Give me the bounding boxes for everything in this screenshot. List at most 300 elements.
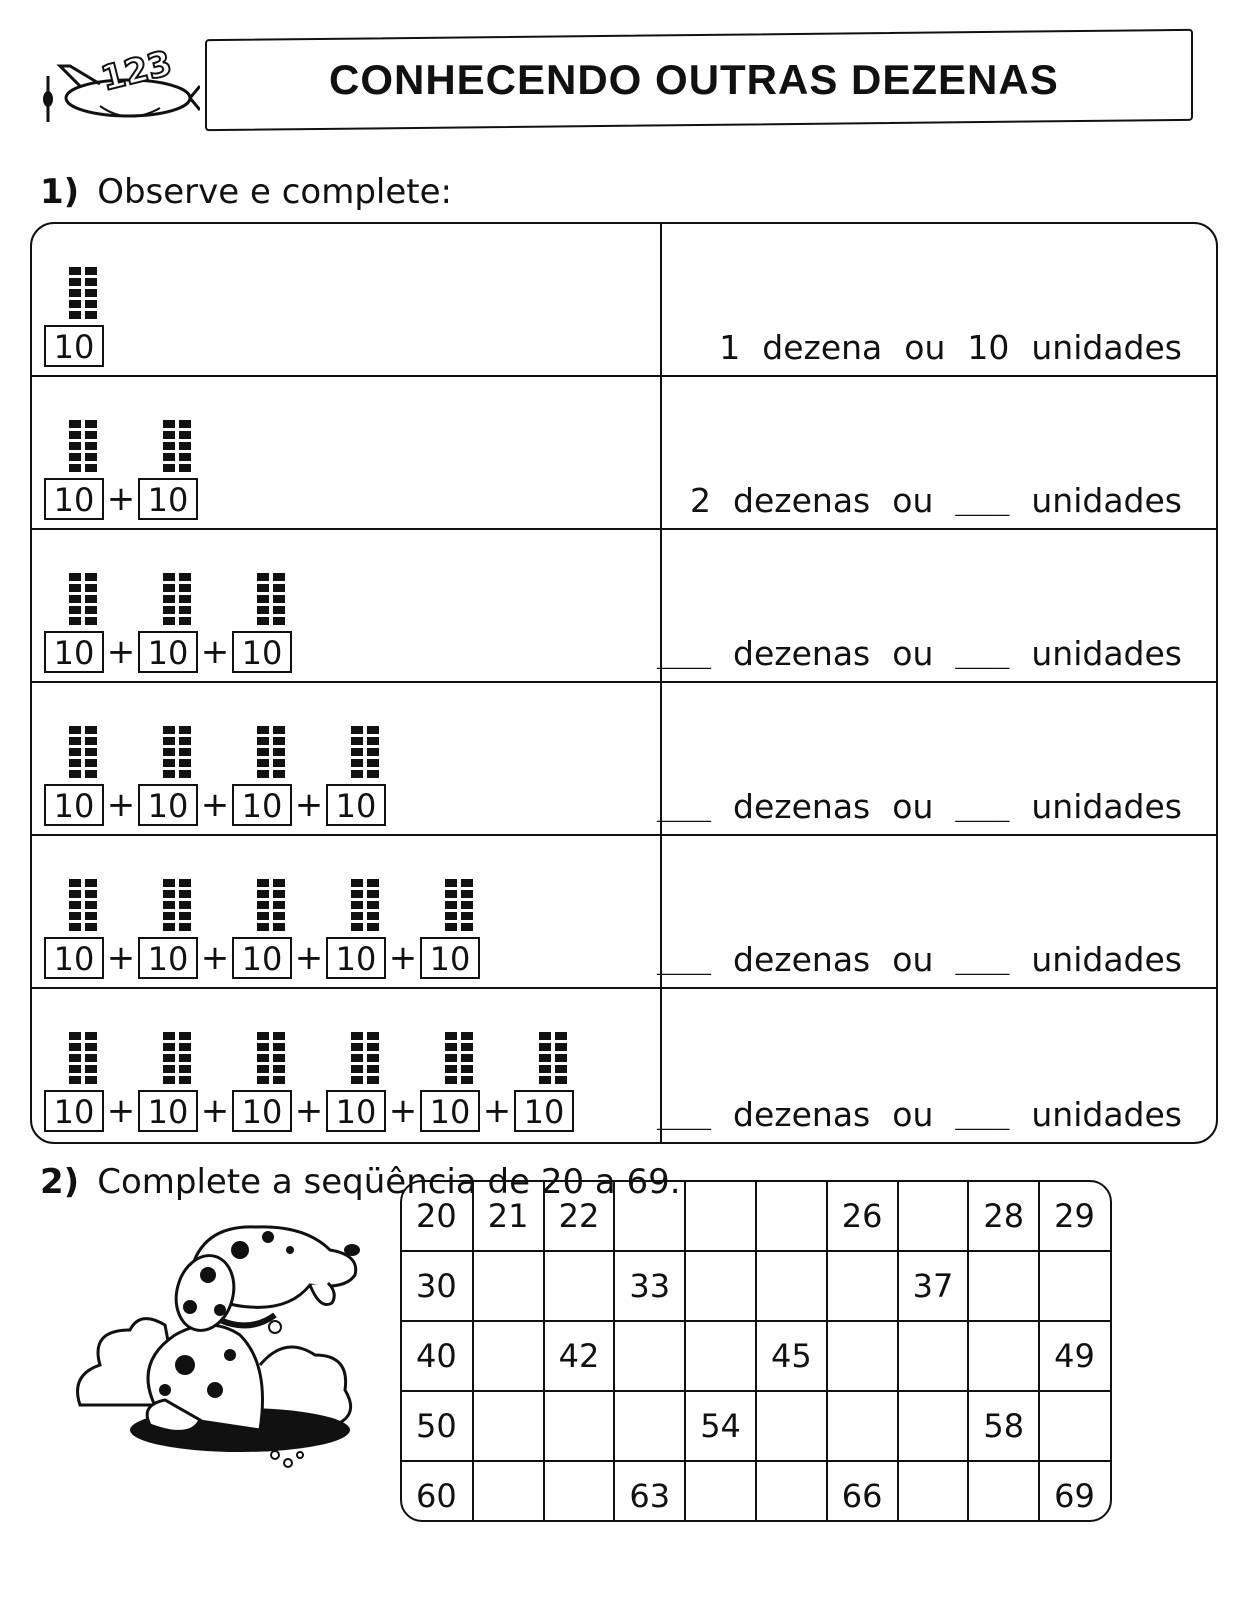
unit-cube <box>179 584 191 592</box>
ten-rod-icon <box>163 1032 191 1084</box>
unit-cube <box>163 912 175 920</box>
dezenas-word: dezena <box>762 328 883 367</box>
ten-rod-icon <box>69 267 97 319</box>
unit-cube <box>257 606 269 614</box>
unit-cube <box>179 442 191 450</box>
unit-cube <box>85 464 97 472</box>
column-divider <box>660 224 662 375</box>
unit-cube <box>555 1032 567 1040</box>
unit-cube <box>85 606 97 614</box>
unit-cube <box>69 748 81 756</box>
ten-label-box: 10 <box>44 325 104 367</box>
unit-cube <box>69 1043 81 1051</box>
ten-unit <box>232 1032 292 1132</box>
question-1-number: 1) <box>40 172 80 212</box>
unit-cube <box>179 1054 191 1062</box>
unit-cube <box>69 726 81 734</box>
ten-rod-icon <box>351 726 379 778</box>
plus-sign: + <box>106 479 136 519</box>
plus-sign: + <box>106 1091 136 1131</box>
grid-cell-blank[interactable] <box>756 1391 827 1461</box>
number-grid-table <box>402 1182 1110 1522</box>
unit-cube <box>555 1076 567 1084</box>
unit-cube <box>367 912 379 920</box>
unit-cube <box>85 595 97 603</box>
unit-cube <box>257 901 269 909</box>
dezenas-value: 1 <box>719 328 741 367</box>
answer-line <box>657 1095 1182 1134</box>
ou-word: ou <box>904 328 946 367</box>
unit-cube <box>257 726 269 734</box>
grid-cell: 20 <box>402 1182 473 1251</box>
grid-cell: 54 <box>685 1391 756 1461</box>
unit-cube <box>273 923 285 931</box>
grid-cell-blank[interactable] <box>968 1251 1039 1321</box>
unit-cube <box>351 737 363 745</box>
dezenas-word: dezenas <box>733 787 871 826</box>
unit-cube <box>179 901 191 909</box>
grid-cell-blank[interactable] <box>685 1461 756 1522</box>
unidades-value[interactable]: ______ <box>955 649 1010 670</box>
unit-cube <box>539 1032 551 1040</box>
unit-cube <box>69 606 81 614</box>
unit-cube <box>69 431 81 439</box>
unit-cube <box>179 923 191 931</box>
unit-cube <box>85 912 97 920</box>
unit-cube <box>273 890 285 898</box>
ten-unit <box>326 1032 386 1132</box>
unit-cube <box>273 1032 285 1040</box>
ten-unit <box>44 1032 104 1132</box>
unit-cube <box>257 1076 269 1084</box>
unidades-value[interactable]: ______ <box>955 496 1010 517</box>
ten-label-box: 10 <box>138 784 198 826</box>
grid-cell-blank[interactable] <box>614 1321 685 1391</box>
grid-cell: 42 <box>544 1321 615 1391</box>
unit-cube <box>257 759 269 767</box>
plus-sign: + <box>388 1091 418 1131</box>
ten-unit <box>44 420 104 520</box>
unit-cube <box>461 879 473 887</box>
unit-cube <box>163 573 175 581</box>
grid-row <box>402 1461 1110 1522</box>
unit-cube <box>351 1032 363 1040</box>
grid-cell-blank[interactable] <box>473 1251 544 1321</box>
unit-cube <box>179 464 191 472</box>
unit-cube <box>69 311 81 319</box>
unit-cube <box>257 617 269 625</box>
unit-cube <box>351 923 363 931</box>
ten-label-box: 10 <box>44 1090 104 1132</box>
unit-cube <box>273 573 285 581</box>
ten-label-box: 10 <box>138 1090 198 1132</box>
unit-cube <box>351 1076 363 1084</box>
dezenas-word: dezenas <box>733 1095 871 1134</box>
grid-row <box>402 1321 1110 1391</box>
unit-cube <box>163 901 175 909</box>
unit-cube <box>85 879 97 887</box>
grid-cell: 66 <box>827 1461 898 1522</box>
unit-cube <box>445 923 457 931</box>
unit-cube <box>69 300 81 308</box>
ten-unit <box>326 726 386 826</box>
unit-cube <box>163 890 175 898</box>
grid-cell-blank[interactable] <box>968 1461 1039 1522</box>
unit-cube <box>163 726 175 734</box>
unit-cube <box>445 912 457 920</box>
ten-label-box: 10 <box>420 937 480 979</box>
unit-cube <box>179 759 191 767</box>
grid-cell-blank[interactable] <box>614 1182 685 1251</box>
unidades-value[interactable]: ______ <box>955 1110 1010 1131</box>
unit-cube <box>367 1065 379 1073</box>
unit-cube <box>85 726 97 734</box>
unit-cube <box>257 923 269 931</box>
unit-cube <box>351 770 363 778</box>
question-2-prompt: Complete a seqüência de 20 a 69. <box>97 1162 681 1202</box>
unit-cube <box>163 617 175 625</box>
grid-cell: 26 <box>827 1182 898 1251</box>
unit-cube <box>257 879 269 887</box>
unidades-word: unidades <box>1031 1095 1182 1134</box>
airplane-illustration <box>40 36 200 136</box>
dezenas-word: dezenas <box>733 481 871 520</box>
ten-rod-icon <box>257 1032 285 1084</box>
unit-cube <box>85 431 97 439</box>
unit-cube <box>351 890 363 898</box>
unit-cube <box>163 606 175 614</box>
grid-cell-blank[interactable] <box>685 1321 756 1391</box>
unit-cube <box>85 289 97 297</box>
unit-cube <box>445 1032 457 1040</box>
unit-cube <box>257 584 269 592</box>
ten-label-box: 10 <box>44 937 104 979</box>
unit-cube <box>163 584 175 592</box>
grid-cell-blank[interactable] <box>473 1321 544 1391</box>
grid-cell-blank[interactable] <box>756 1251 827 1321</box>
unit-cube <box>163 748 175 756</box>
grid-cell-blank[interactable] <box>898 1391 969 1461</box>
unit-cube <box>351 1054 363 1062</box>
answer-line <box>657 940 1182 979</box>
answer-line <box>657 787 1182 826</box>
ten-label-box: 10 <box>44 478 104 520</box>
grid-cell-blank[interactable] <box>473 1391 544 1461</box>
question-2-number: 2) <box>40 1162 80 1202</box>
grid-cell-blank[interactable] <box>544 1251 615 1321</box>
ten-rod-icon <box>163 726 191 778</box>
unit-cube <box>85 267 97 275</box>
unit-cube <box>69 289 81 297</box>
dog-illustration <box>70 1215 370 1485</box>
grid-cell-blank[interactable] <box>473 1461 544 1522</box>
unit-cube <box>461 901 473 909</box>
unit-cube <box>69 278 81 286</box>
unit-cube <box>351 912 363 920</box>
plus-sign: + <box>200 632 230 672</box>
unit-cube <box>555 1065 567 1073</box>
grid-row <box>402 1251 1110 1321</box>
ten-unit <box>44 726 104 826</box>
plus-sign: + <box>294 785 324 825</box>
grid-cell-blank[interactable] <box>544 1391 615 1461</box>
plus-sign: + <box>106 632 136 672</box>
unidades-word: unidades <box>1031 328 1182 367</box>
tens-row <box>32 530 1216 683</box>
grid-row <box>402 1182 1110 1251</box>
unit-cube <box>445 1065 457 1073</box>
unit-cube <box>555 1054 567 1062</box>
unit-cube <box>273 737 285 745</box>
ten-unit <box>420 879 480 979</box>
page-title: CONHECENDO OUTRAS DEZENAS <box>329 56 1059 104</box>
ten-unit <box>232 726 292 826</box>
ten-unit <box>232 879 292 979</box>
unit-cube <box>85 278 97 286</box>
grid-cell-blank[interactable] <box>827 1251 898 1321</box>
dezenas-value[interactable]: ______ <box>657 955 712 976</box>
grid-cell-blank[interactable] <box>898 1461 969 1522</box>
grid-cell-blank[interactable] <box>898 1321 969 1391</box>
ten-label-box: 10 <box>44 631 104 673</box>
ten-label-box: 10 <box>232 784 292 826</box>
dezenas-word: dezenas <box>733 940 871 979</box>
ten-unit <box>44 879 104 979</box>
ten-unit <box>326 879 386 979</box>
unit-cube <box>179 890 191 898</box>
unit-cube <box>273 1065 285 1073</box>
ten-label-box: 10 <box>138 631 198 673</box>
unit-cube <box>69 1076 81 1084</box>
grid-cell-blank[interactable] <box>544 1461 615 1522</box>
unit-cube <box>179 573 191 581</box>
unit-cube <box>257 912 269 920</box>
grid-cell-blank[interactable] <box>685 1182 756 1251</box>
grid-cell: 50 <box>402 1391 473 1461</box>
unidades-word: unidades <box>1031 481 1182 520</box>
unit-cube <box>163 923 175 931</box>
unit-cube <box>351 901 363 909</box>
unit-cube <box>85 770 97 778</box>
ten-rod-icon <box>69 879 97 931</box>
unit-cube <box>539 1043 551 1051</box>
unit-cube <box>69 737 81 745</box>
unit-cube <box>367 901 379 909</box>
unit-cube <box>163 879 175 887</box>
unit-cube <box>257 595 269 603</box>
tens-blocks <box>44 997 574 1132</box>
unit-cube <box>69 1054 81 1062</box>
unit-cube <box>273 759 285 767</box>
unit-cube <box>273 595 285 603</box>
grid-cell: 28 <box>968 1182 1039 1251</box>
unit-cube <box>367 1076 379 1084</box>
unit-cube <box>69 770 81 778</box>
title-banner <box>205 29 1193 131</box>
unit-cube <box>85 584 97 592</box>
unit-cube <box>257 1032 269 1040</box>
unit-cube <box>179 726 191 734</box>
answer-line <box>657 634 1182 673</box>
ten-unit <box>44 573 104 673</box>
unit-cube <box>351 759 363 767</box>
dezenas-value[interactable]: ______ <box>657 649 712 670</box>
unit-cube <box>163 1076 175 1084</box>
unidades-value[interactable]: ______ <box>955 955 1010 976</box>
unit-cube <box>367 759 379 767</box>
grid-cell-blank[interactable] <box>827 1321 898 1391</box>
ten-unit <box>138 1032 198 1132</box>
unit-cube <box>445 1076 457 1084</box>
unit-cube <box>445 1054 457 1062</box>
unit-cube <box>163 759 175 767</box>
grid-cell-blank[interactable] <box>968 1321 1039 1391</box>
grid-cell: 29 <box>1039 1182 1110 1251</box>
tens-row <box>32 836 1216 989</box>
unit-cube <box>69 573 81 581</box>
unit-cube <box>257 748 269 756</box>
ten-rod-icon <box>257 573 285 625</box>
unit-cube <box>163 1032 175 1040</box>
unit-cube <box>367 1043 379 1051</box>
unit-cube <box>273 770 285 778</box>
unit-cube <box>179 1065 191 1073</box>
unit-cube <box>273 1076 285 1084</box>
unit-cube <box>367 737 379 745</box>
ou-word: ou <box>892 1095 934 1134</box>
tens-row <box>32 989 1216 1142</box>
ten-label-box: 10 <box>138 478 198 520</box>
unit-cube <box>257 1054 269 1062</box>
unit-cube <box>179 606 191 614</box>
unit-cube <box>69 420 81 428</box>
ten-unit <box>138 573 198 673</box>
plus-sign: + <box>294 1091 324 1131</box>
unit-cube <box>163 420 175 428</box>
ten-unit <box>420 1032 480 1132</box>
unit-cube <box>273 879 285 887</box>
grid-cell: 60 <box>402 1461 473 1522</box>
grid-cell-blank[interactable] <box>756 1182 827 1251</box>
ten-label-box: 10 <box>232 631 292 673</box>
unit-cube <box>69 923 81 931</box>
unit-cube <box>461 1032 473 1040</box>
unit-cube <box>69 453 81 461</box>
unit-cube <box>351 726 363 734</box>
ten-unit <box>138 726 198 826</box>
unit-cube <box>461 1054 473 1062</box>
ou-word: ou <box>892 481 934 520</box>
unit-cube <box>69 890 81 898</box>
plus-sign: + <box>106 785 136 825</box>
grid-cell: 22 <box>544 1182 615 1251</box>
unit-cube <box>69 901 81 909</box>
unit-cube <box>461 1065 473 1073</box>
unit-cube <box>273 901 285 909</box>
unit-cube <box>273 584 285 592</box>
plus-sign: + <box>200 785 230 825</box>
unit-cube <box>85 420 97 428</box>
ten-label-box: 10 <box>514 1090 574 1132</box>
ou-word: ou <box>892 787 934 826</box>
unit-cube <box>461 1043 473 1051</box>
unit-cube <box>351 1043 363 1051</box>
unit-cube <box>273 606 285 614</box>
unit-cube <box>273 1054 285 1062</box>
unit-cube <box>69 1065 81 1073</box>
ten-rod-icon <box>351 1032 379 1084</box>
dezenas-value[interactable]: ______ <box>657 802 712 823</box>
unit-cube <box>555 1043 567 1051</box>
grid-cell-blank[interactable] <box>827 1391 898 1461</box>
unit-cube <box>257 890 269 898</box>
unit-cube <box>461 912 473 920</box>
ten-rod-icon <box>69 420 97 472</box>
unit-cube <box>367 726 379 734</box>
unit-cube <box>85 923 97 931</box>
unit-cube <box>539 1054 551 1062</box>
unit-cube <box>85 748 97 756</box>
unit-cube <box>257 737 269 745</box>
grid-cell: 49 <box>1039 1321 1110 1391</box>
unit-cube <box>273 748 285 756</box>
grid-cell-blank[interactable] <box>1039 1391 1110 1461</box>
unit-cube <box>367 923 379 931</box>
unit-cube <box>445 1043 457 1051</box>
unidades-value: 10 <box>967 328 1010 367</box>
dezenas-value[interactable]: ______ <box>657 1110 712 1131</box>
grid-cell-blank[interactable] <box>685 1251 756 1321</box>
unit-cube <box>179 1032 191 1040</box>
unit-cube <box>85 901 97 909</box>
unit-cube <box>179 770 191 778</box>
ten-rod-icon <box>257 726 285 778</box>
ten-label-box: 10 <box>326 784 386 826</box>
unit-cube <box>85 453 97 461</box>
unidades-value[interactable]: ______ <box>955 802 1010 823</box>
unit-cube <box>69 595 81 603</box>
ten-rod-icon <box>163 420 191 472</box>
unidades-word: unidades <box>1031 787 1182 826</box>
unit-cube <box>85 617 97 625</box>
ten-label-box: 10 <box>420 1090 480 1132</box>
dezenas-word: dezenas <box>733 634 871 673</box>
ten-unit <box>232 573 292 673</box>
unit-cube <box>85 1076 97 1084</box>
plus-sign: + <box>200 1091 230 1131</box>
unidades-word: unidades <box>1031 940 1182 979</box>
unit-cube <box>85 1032 97 1040</box>
ten-rod-icon <box>69 1032 97 1084</box>
unit-cube <box>163 1065 175 1073</box>
unit-cube <box>179 420 191 428</box>
ten-label-box: 10 <box>232 1090 292 1132</box>
grid-cell-blank[interactable] <box>614 1391 685 1461</box>
unit-cube <box>257 1065 269 1073</box>
grid-cell-blank[interactable] <box>898 1182 969 1251</box>
unit-cube <box>273 617 285 625</box>
ten-rod-icon <box>351 879 379 931</box>
unit-cube <box>179 1076 191 1084</box>
grid-cell-blank[interactable] <box>756 1461 827 1522</box>
ten-label-box: 10 <box>326 937 386 979</box>
grid-cell-blank[interactable] <box>1039 1251 1110 1321</box>
ten-unit <box>44 267 104 367</box>
unit-cube <box>257 573 269 581</box>
tens-blocks <box>44 538 292 673</box>
tens-table <box>30 222 1218 1144</box>
grid-cell: 63 <box>614 1461 685 1522</box>
